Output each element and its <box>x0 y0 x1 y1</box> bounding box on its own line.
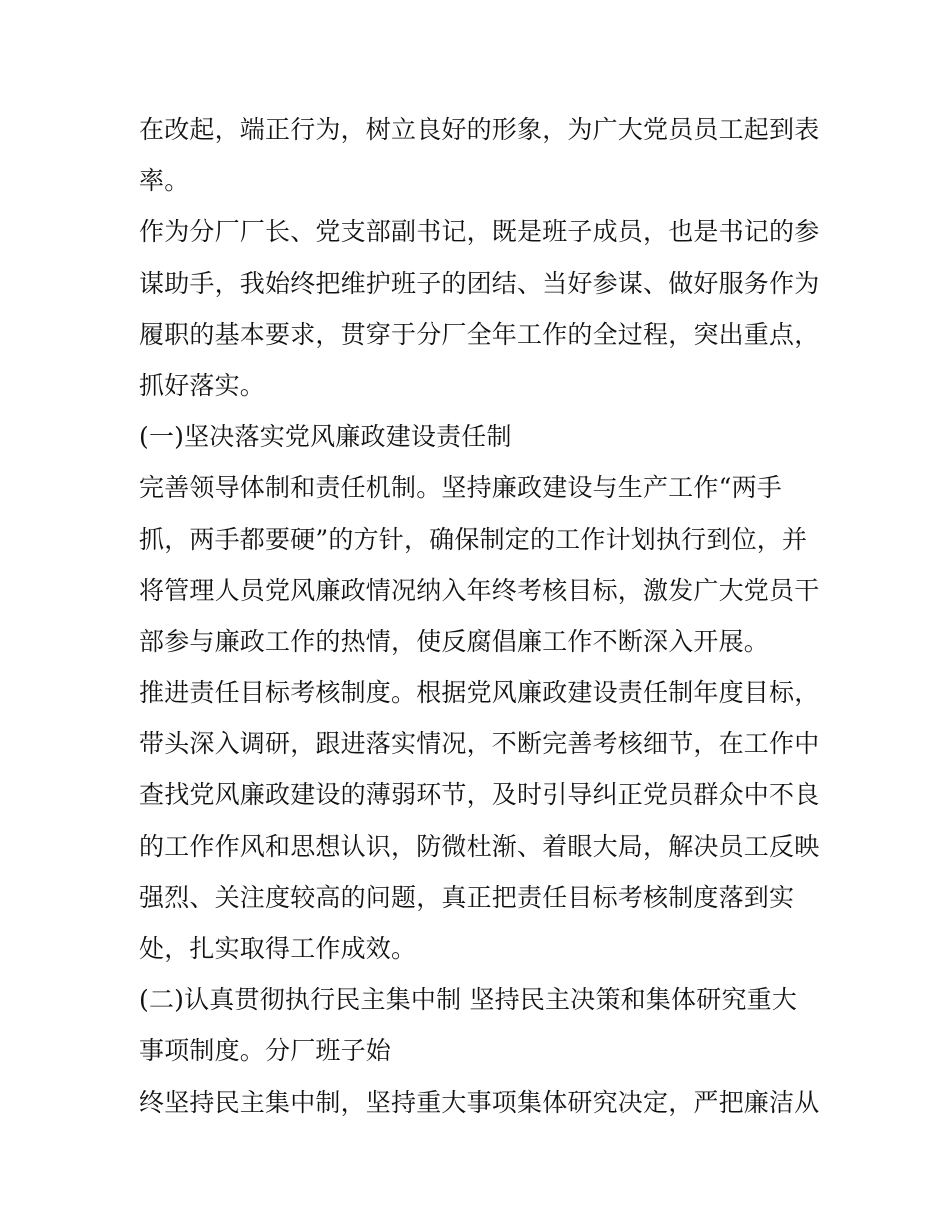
text-line: 查找党风廉政建设的薄弱环节，及时引导纠正党员群众中不良 <box>139 780 820 810</box>
text-line: 处，扎实取得工作成效。 <box>139 934 417 963</box>
text-line: 抓，两手都要硬”的方针，确保制定的工作计划执行到位，并 <box>139 524 808 554</box>
text-line: 在改起，端正行为，树立良好的形象，为广大党员员工起到表 <box>139 115 820 144</box>
text-line: 作为分厂厂长、党支部副书记，既是班子成员，也是书记的参 <box>139 217 820 247</box>
text-line: 终坚持民主集中制，坚持重大事项集体研究决定，严把廉洁从 <box>139 1087 820 1117</box>
section-heading-1: (一)坚决落实党风廉政建设责任制 <box>139 422 512 452</box>
text-line: 的工作作风和思想认识，防微杜渐、着眼大局，解决员工反映 <box>139 831 820 861</box>
text-line: 率。 <box>139 166 190 196</box>
text-line: 完善领导体制和责任机制。坚持廉政建设与生产工作“两手 <box>139 473 782 503</box>
text-line: 推进责任目标考核制度。根据党风廉政建设责任制年度目标， <box>139 678 820 708</box>
text-line: 部参与廉政工作的热情，使反腐倡廉工作不断深入开展。 <box>139 626 770 656</box>
document-body <box>139 104 829 1128</box>
text-line: 履职的基本要求，贯穿于分厂全年工作的全过程，突出重点， <box>139 319 820 349</box>
text-line: 抓好落实。 <box>139 370 266 400</box>
section-heading-2: (二)认真贯彻执行民主集中制 坚持民主决策和集体研究重大 <box>139 985 798 1015</box>
text-line: 强烈、关注度较高的问题，真正把责任目标考核制度落到实 <box>139 882 795 912</box>
text-line: 带头深入调研，跟进落实情况，不断完善考核细节，在工作中 <box>139 729 820 759</box>
text-line: 谋助手，我始终把维护班子的团结、当好参谋、做好服务作为 <box>139 268 820 298</box>
text-line: 事项制度。分厂班子始 <box>139 1036 392 1066</box>
text-line: 将管理人员党风廉政情况纳入年终考核目标，激发广大党员干 <box>139 575 820 605</box>
